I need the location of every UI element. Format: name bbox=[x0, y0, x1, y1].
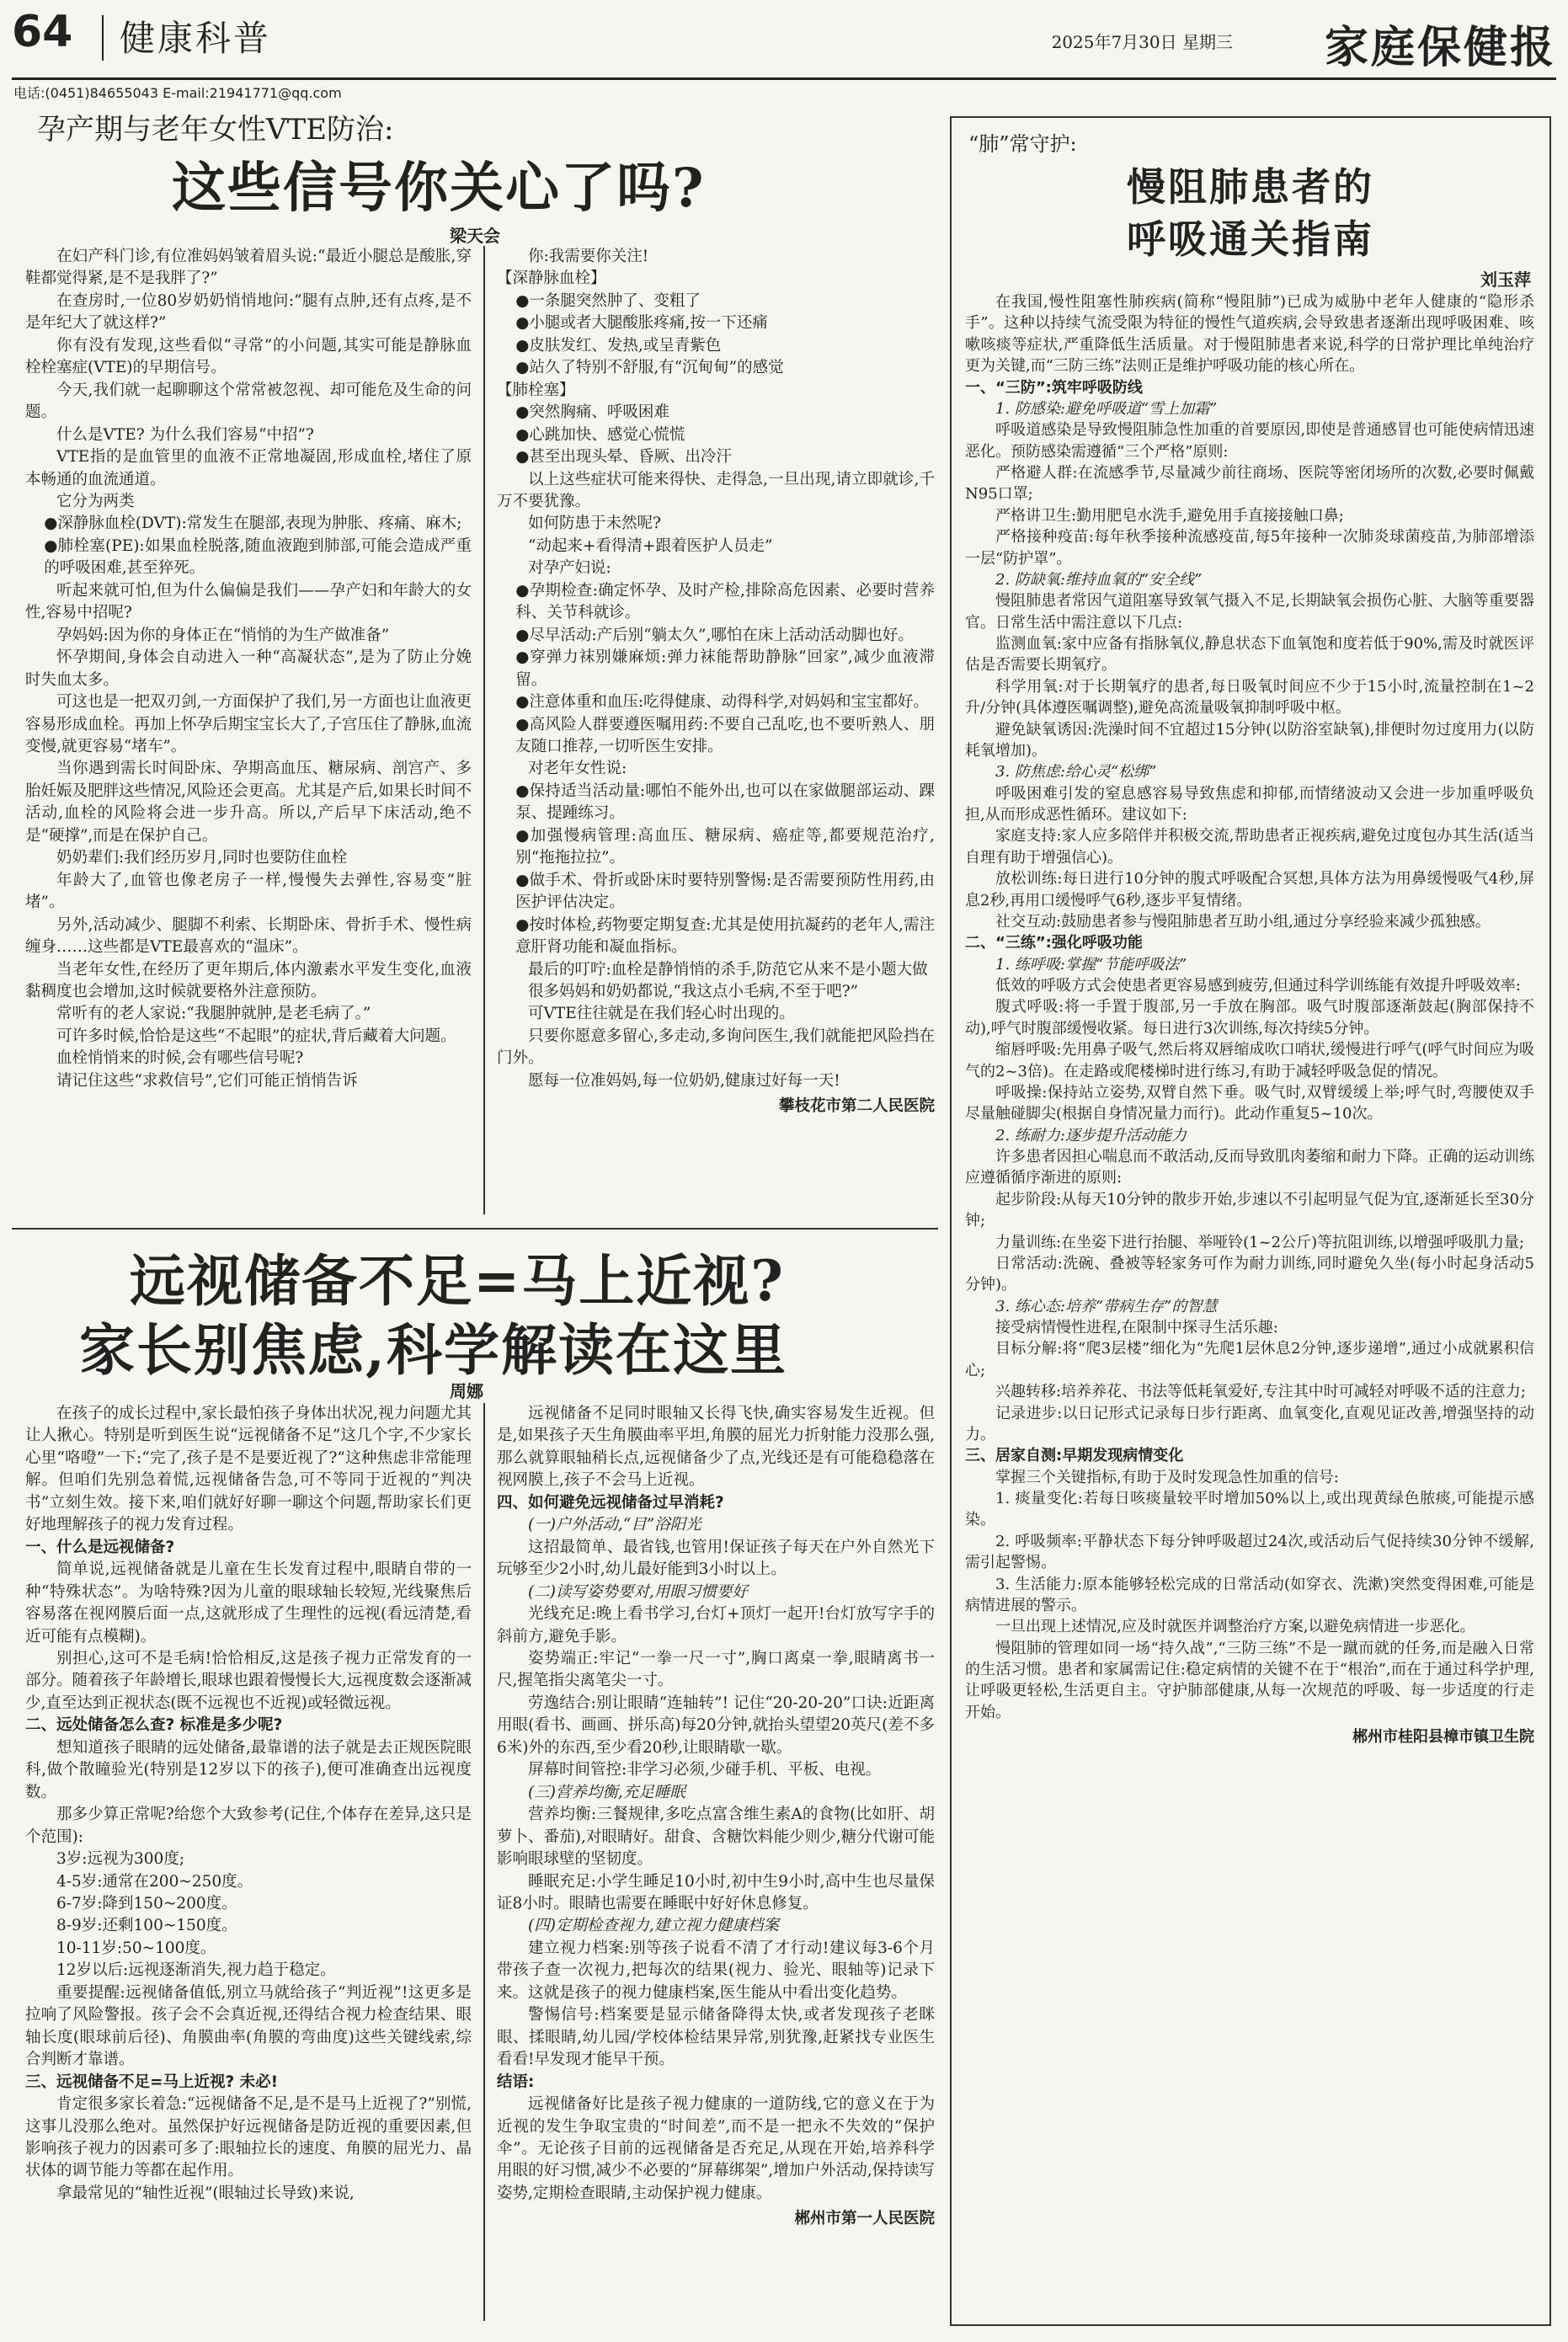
article-title: 这些信号你关心了吗? bbox=[172, 157, 706, 220]
paragraph: ●心跳加快、感觉心慌慌 bbox=[515, 425, 685, 444]
paragraph: 今天,我们就一起聊聊这个常常被忽视、却可能危及生命的问题。 bbox=[25, 381, 472, 422]
article-author: 梁天会 bbox=[450, 226, 500, 246]
paragraph: ●深静脉血栓(DVT):常发生在腿部,表现为肿胀、疼痛、麻木; bbox=[44, 515, 462, 533]
paragraph: 1. 痰量变化:若每日咳痰量较平时增加50%以上,或出现黄绿色脓痰,可能提示感染。 bbox=[965, 1490, 1534, 1529]
paragraph: 以上这些症状可能来得快、走得急,一旦出现,请立即就诊,千万不要犹豫。 bbox=[497, 470, 935, 510]
paragraph: 建立视力档案:别等孩子说看不清了才行动!建议每3-6个月带孩子查一次视力,把每次的结果(视力、验光、眼轴等)记录下来。这就是孩子的视力健康档案,医生能从中看出变化趋势。 bbox=[497, 1939, 935, 2002]
paragraph: 【肺栓塞】 bbox=[497, 381, 575, 399]
article-column-2 bbox=[497, 1403, 935, 2231]
column-body bbox=[965, 291, 1534, 1723]
paragraph: “动起来+看得清+跟着医护人员走” bbox=[528, 536, 773, 555]
article-column-1 bbox=[25, 246, 472, 1092]
page-number: 64 bbox=[12, 7, 73, 57]
paragraph: 3. 生活能力:原本能够轻松完成的日常活动(如穿衣、洗漱)突然变得困难,可能是病情进展的警示。 bbox=[965, 1575, 1534, 1614]
paragraph: 营养均衡:三餐规律,多吃点富含维生素A的食物(比如肝、胡萝卜、番茄),对眼睛好。甜食、含糖饮料能少则少,糖分代谢可能影响眼球壁的坚韧度。 bbox=[497, 1806, 935, 1869]
paragraph: 许多患者因担心喘息而不敢活动,反而导致肌肉萎缩和耐力下降。正确的运动训练应遵循循序渐进的原则: bbox=[965, 1148, 1534, 1187]
paragraph: 在查房时,一位80岁奶奶悄悄地问:“腿有点肿,还有点疼,是不是年纪大了就这样?” bbox=[25, 291, 472, 333]
paragraph: 年龄大了,血管也像老房子一样,慢慢失去弹性,容易变“脏堵”。 bbox=[25, 871, 472, 912]
paragraph: 简单说,远视储备就是儿童在生长发育过程中,眼睛自带的一种“特殊状态”。为啥特殊?因为儿童的眼球轴长较短,光线聚焦后容易落在视网膜后面一点,这就形成了生理性的远视(看远清楚,看近可能有点模糊)。 bbox=[25, 1560, 472, 1646]
paragraph: ●皮肤发红、发热,或呈青紫色 bbox=[515, 336, 722, 355]
paragraph: 警惕信号:档案要是显示储备降得太快,或者发现孩子老眯眼、揉眼睛,幼儿园/学校体检结果异常,别犹豫,赶紧找专业医生看看!早发现才能早干预。 bbox=[497, 2006, 935, 2069]
column-body bbox=[497, 1403, 935, 2205]
column-body bbox=[25, 1403, 472, 2205]
paragraph: 血栓悄悄来的时候,会有哪些信号呢? bbox=[56, 1049, 304, 1068]
paragraph: 对老年女性说: bbox=[528, 760, 627, 778]
paragraph: 避免缺氧诱因:洗澡时间不宜超过15分钟(以防浴室缺氧),排便时勿过度用力(以防耗氧增加)。 bbox=[965, 720, 1534, 760]
article-title-line1: 远视储备不足=马上近视? bbox=[130, 1248, 785, 1314]
article-title-line1: 慢阻肺患者的 bbox=[1127, 164, 1374, 210]
paragraph: 严格接种疫苗:每年秋季接种流感疫苗,每5年接种一次肺炎球菌疫苗,为肺部增添一层“防护罩”。 bbox=[965, 528, 1534, 568]
paragraph: 低效的呼吸方式会使患者更容易感到疲劳,但通过科学训练能有效提升呼吸效率: bbox=[995, 977, 1521, 995]
paragraph: 拿最常见的“轴性近视”(眼轴过长导致)来说, bbox=[56, 2184, 355, 2202]
paragraph: ●做手术、骨折或卧床时要特别警惕:是否需要预防性用药,由医护评估决定。 bbox=[515, 871, 935, 912]
article-source: 郴州市第一人民医院 bbox=[794, 2210, 935, 2228]
issue-date: 2025年7月30日 星期三 bbox=[1051, 32, 1233, 52]
paragraph: 只要你愿意多留心,多走动,多询问医生,我们就能把风险挡在门外。 bbox=[497, 1027, 935, 1068]
paragraph: 呼吸困难引发的窒息感容易导致焦虑和抑郁,而情绪波动又会进一步加重呼吸负担,从而形成恶性循环。建议如下: bbox=[965, 784, 1534, 824]
paragraph: 劳逸结合:别让眼睛“连轴转”! 记住“20-20-20”口诀:近距离用眼(看书、画画、拼乐高)每20分钟,就抬头望望20英尺(差不多6米)外的东西,至少看20秒,让眼睛歇一歇。 bbox=[497, 1694, 935, 1757]
paragraph: ●保持适当活动量:哪怕不能外出,也可以在家做腿部运动、踝泵、提踵练习。 bbox=[515, 782, 935, 823]
paragraph: 远视储备不足同时眼轴又长得飞快,确实容易发生近视。但是,如果孩子天生角膜曲率平坦,角膜的屈光力折射能力没那么强,那么就算眼轴稍长点,远视储备少了点,光线还是有可能稳稳落在视网膜上,孩子不会马上近视。 bbox=[497, 1405, 935, 1490]
paragraph: 你有没有发现,这些看似“寻常”的小问题,其实可能是静脉血栓栓塞症(VTE)的早期信号。 bbox=[25, 336, 472, 377]
paragraph: 3. 练心态:培养“带病生存”的智慧 bbox=[995, 1297, 1218, 1315]
column-divider bbox=[483, 246, 485, 1214]
paragraph: 一、什么是远视储备? bbox=[25, 1538, 175, 1556]
paragraph: 可这也是一把双刃剑,一方面保护了我们,另一方面也让血液更容易形成血栓。再加上怀孕后期宝宝长大了,子宫压住了静脉,血流变慢,就更容易“堵车”。 bbox=[25, 693, 472, 755]
article-hyperopia bbox=[12, 1235, 938, 2329]
paragraph: 在妇产科门诊,有位准妈妈皱着眉头说:“最近小腿总是酸胀,穿鞋都觉得紧,是不是我胖了?” bbox=[25, 248, 472, 288]
paragraph: 监测血氧:家中应备有指脉氧仪,静息状态下血氧饱和度若低于90%,需及时就医评估是否需要长期氧疗。 bbox=[965, 635, 1534, 675]
paragraph: 6-7岁:降到150~200度。 bbox=[56, 1894, 237, 1913]
paragraph: 兴趣转移:培养养花、书法等低耗氧爱好,专注其中时可减轻对呼吸不适的注意力; bbox=[995, 1383, 1526, 1401]
paragraph: 腹式呼吸:将一手置于腹部,另一手放在胸部。吸气时腹部逐渐鼓起(胸部保持不动),呼气时腹部缓慢收紧。每日进行3次训练,每次持续5分钟。 bbox=[965, 998, 1534, 1038]
paragraph: 一、“三防”:筑牢呼吸防线 bbox=[965, 378, 1143, 397]
paragraph: (三)营养均衡,充足睡眠 bbox=[528, 1783, 685, 1801]
paragraph: 当老年女性,在经历了更年期后,体内激素水平发生变化,血液黏稠度也会增加,这时候就要格外注意预防。 bbox=[25, 960, 472, 1000]
paragraph: 很多妈妈和奶奶都说,“我这点小毛病,不至于吧?” bbox=[528, 982, 859, 1000]
paragraph: 2. 防缺氧:维持血氧的“安全线” bbox=[995, 570, 1203, 589]
article-author: 刘玉萍 bbox=[1480, 269, 1531, 290]
paragraph: ●加强慢病管理:高血压、糖尿病、癌症等,都要规范治疗,别“拖拖拉拉”。 bbox=[515, 826, 935, 867]
paragraph: 2. 呼吸频率:平静状态下每分钟呼吸超过24次,或活动后气促持续30分钟不缓解,需引起警惕。 bbox=[965, 1532, 1534, 1572]
paragraph: 1. 防感染:避免呼吸道“雪上加霜” bbox=[995, 399, 1218, 418]
article-vte bbox=[12, 104, 938, 1216]
contact-line: 电话:(0451)84655043 E-mail:21941771@qq.com bbox=[13, 85, 342, 101]
column-body bbox=[497, 246, 935, 1092]
paragraph: 在我国,慢性阻塞性肺疾病(简称“慢阻肺”)已成为威胁中老年人健康的“隐形杀手”。这种以持续气流受限为特征的慢性气道疾病,会导致患者逐渐出现呼吸困难、咳嗽咳痰等症状,严重降低生活质量。对于慢阻肺患者来说,科学的日常护理比单纯治疗更为关键,而“三防三练”法则正是维护呼吸功能的核心所在。 bbox=[965, 293, 1534, 376]
paragraph: 它分为两类 bbox=[56, 492, 135, 510]
paragraph: 掌握三个关键指标,有助于及时发现急性加重的信号: bbox=[995, 1468, 1339, 1486]
paragraph: 别担心,这可不是毛病!恰恰相反,这是孩子视力正常发育的一部分。随着孩子年龄增长,眼球也跟着慢慢长大,远视度数会逐渐减少,直至达到正视状态(既不远视也不近视)或轻微远视。 bbox=[25, 1649, 472, 1712]
article-divider bbox=[12, 1228, 938, 1230]
page-header bbox=[12, 7, 1556, 79]
paragraph: 科学用氧:对于长期氧疗的患者,每日吸氧时间应不少于15小时,流量控制在1~2升/分钟(具体遵医嘱调整),避免高流量吸氧抑制呼吸中枢。 bbox=[965, 677, 1534, 718]
column-divider bbox=[483, 1403, 485, 2321]
paragraph: 接受病情慢性进程,在限制中探寻生活乐趣: bbox=[995, 1319, 1278, 1336]
paragraph: 怀孕期间,身体会自动进入一种“高凝状态”,是为了防止分娩时失血太多。 bbox=[25, 648, 472, 689]
paragraph: 睡眠充足:小学生睡足10小时,初中生9小时,高中生也尽量保证8小时。眼睛也需要在睡眠中好好休息修复。 bbox=[497, 1872, 935, 1913]
paragraph: 力量训练:在坐姿下进行抬腿、举哑铃(1~2公斤)等抗阻训练,以增强呼吸肌力量; bbox=[995, 1233, 1524, 1251]
paragraph: 日常活动:洗碗、叠被等轻家务可作为耐力训练,同时避免久坐(每小时起身活动5分钟)。 bbox=[965, 1254, 1534, 1294]
article-kicker: 孕产期与老年女性VTE防治: bbox=[37, 113, 394, 147]
paragraph: 3岁:远视为300度; bbox=[56, 1850, 185, 1869]
paragraph: 愿每一位准妈妈,每一位奶奶,健康过好每一天! bbox=[528, 1071, 840, 1090]
paragraph: 目标分解:将“爬3层楼”细化为“先爬1层休息2分钟,逐步递增”,通过小成就累积信心; bbox=[965, 1340, 1534, 1379]
article-body bbox=[965, 291, 1534, 1748]
paragraph: 对孕产妇说: bbox=[528, 559, 611, 578]
paragraph: 在孩子的成长过程中,家长最怕孩子身体出状况,视力问题尤其让人揪心。特别是听到医生说“远视储备不足”这几个字,不少家长心里“咯噔”一下:“完了,孩子是不是要近视了?”这种焦虑非常能理解。但咱们先别急着慌,远视储备告急,可不等同于近视的“判决书”立刻生效。接下来,咱们就好好聊一聊这个问题,帮助家长们更好地理解孩子的视力发育过程。 bbox=[25, 1405, 472, 1534]
paragraph: ●孕期检查:确定怀孕、及时产检,排除高危因素、必要时营养科、关节科就诊。 bbox=[515, 581, 935, 622]
paragraph: ●按时体检,药物要定期复查:尤其是使用抗凝药的老年人,需注意肝肾功能和凝血指标。 bbox=[515, 915, 935, 957]
paragraph: 重要提醒:远视储备值低,别立马就给孩子“判近视”!这更多是拉响了风险警报。孩子会不会真近视,还得结合视力检查结果、眼轴长度(眼球前后径)、角膜曲率(角膜的弯曲度)这些关键线索,综合判断才靠谱。 bbox=[25, 1983, 472, 2069]
paragraph: 一旦出现上述情况,应及时就医并调整治疗方案,以避免病情进一步恶化。 bbox=[995, 1618, 1475, 1636]
paragraph: 想知道孩子眼睛的远处储备,最靠谱的法子就是去正规医院眼科,做个散瞳验光(特别是12岁以下的孩子),便可准确查出远视度数。 bbox=[25, 1738, 472, 1801]
section-title: 健康科普 bbox=[120, 18, 272, 59]
paragraph: 2. 练耐力:逐步提升活动能力 bbox=[995, 1126, 1187, 1144]
paragraph: 你:我需要你关注! bbox=[528, 248, 649, 265]
paragraph: ●甚至出现头晕、昏厥、出冷汗 bbox=[515, 448, 732, 467]
paragraph: 8-9岁:还剩100~150度。 bbox=[56, 1917, 237, 1935]
paragraph: 记录进步:以日记形式记录每日步行距离、血氧变化,直观见证改善,增强坚持的动力。 bbox=[965, 1404, 1534, 1443]
paragraph: 放松训练:每日进行10分钟的腹式呼吸配合冥想,具体方法为用鼻缓慢吸气4秒,屏息2秒,再用口缓慢呼气6秒,逐步平复情绪。 bbox=[965, 870, 1534, 910]
paragraph: 呼吸操:保持站立姿势,双臂自然下垂。吸气时,双臂缓缓上举;呼气时,弯腰使双手尽量触碰脚尖(根据自身情况量力而行)。此动作重复5~10次。 bbox=[965, 1083, 1534, 1123]
paragraph: 慢阻肺患者常因气道阻塞导致氧气摄入不足,长期缺氧会损伤心脏、大脑等重要器官。日常生活中需注意以下几点: bbox=[965, 592, 1534, 632]
article-copd bbox=[950, 116, 1551, 2326]
paragraph: 12岁以后:远视逐渐消失,视力趋于稳定。 bbox=[56, 1961, 336, 1980]
paragraph: 孕妈妈:因为你的身体正在“悄悄的为生产做准备” bbox=[56, 626, 390, 644]
paragraph: 三、远视储备不足=马上近视? 未必! bbox=[25, 2073, 279, 2091]
paragraph: ●一条腿突然肿了、变粗了 bbox=[515, 291, 701, 310]
paragraph: (二)读写姿势要对,用眼习惯要好 bbox=[528, 1582, 748, 1601]
header-divider bbox=[102, 15, 104, 61]
article-source: 攀枝花市第二人民医院 bbox=[778, 1097, 935, 1116]
paragraph: 当你遇到需长时间卧床、孕期高血压、糖尿病、剖宫产、多胎妊娠及肥胖这些情况,风险还会更高。尤其是产后,如果长时间不活动,血栓的风险将会进一步升高。所以,产后早下床活动,绝不是“硬撑”,而是在保护自己。 bbox=[25, 760, 472, 845]
paragraph: 4-5岁:通常在200~250度。 bbox=[56, 1872, 253, 1891]
paragraph: 屏幕时间管控:非学习必须,少碰手机、平板、电视。 bbox=[528, 1761, 882, 1779]
paragraph: 起步阶段:从每天10分钟的散步开始,步速以不引起明显气促为宜,逐渐延长至30分钟; bbox=[965, 1190, 1534, 1230]
paragraph: 【深静脉血栓】 bbox=[497, 269, 606, 288]
paragraph: 社交互动:鼓励患者参与慢阻肺患者互助小组,通过分享经验来减少孤独感。 bbox=[995, 912, 1491, 931]
paragraph: (四)定期检查视力,建立视力健康档案 bbox=[528, 1917, 779, 1935]
paragraph: 听起来就可怕,但为什么偏偏是我们——孕产妇和年龄大的女性,容易中招呢? bbox=[25, 581, 472, 622]
paragraph: 另外,活动减少、腿脚不利索、长期卧床、骨折手术、慢性病缠身……这些都是VTE最喜欢的“温床”。 bbox=[25, 915, 472, 957]
paragraph: 3. 防焦虑:给心灵“松绑” bbox=[995, 763, 1157, 782]
paragraph: 慢阻肺的管理如同一场“持久战”,“三防三练”不是一蹴而就的任务,而是融入日常的生活习惯。患者和家属需记住:稳定病情的关键不在于“根治”,而在于通过科学护理,让呼吸更轻松,生活更自主。守护肺部健康,从每一次规范的呼吸、每一步适度的行走开始。 bbox=[965, 1639, 1534, 1721]
paragraph: 可许多时候,恰恰是这些“不起眼”的症状,背后藏着大问题。 bbox=[56, 1027, 456, 1045]
paragraph: 姿势端正:牢记“一拳一尺一寸”,胸口离桌一拳,眼睛离书一尺,握笔指尖离笔尖一寸。 bbox=[497, 1649, 935, 1690]
article-column-1 bbox=[25, 1403, 472, 2205]
paragraph: 那多少算正常呢?给您个大致参考(记住,个体存在差异,这只是个范围): bbox=[25, 1806, 472, 1846]
paragraph: 常听有的老人家说:“我腿肿就肿,是老毛病了。” bbox=[56, 1005, 371, 1023]
paragraph: ●小腿或者大腿酸胀疼痛,按一下还痛 bbox=[515, 314, 768, 333]
newspaper-name: 家庭保健报 bbox=[1324, 22, 1556, 73]
paragraph: 四、如何避免远视储备过早消耗? bbox=[497, 1493, 724, 1512]
paragraph: 奶奶辈们:我们经历岁月,同时也要防住血栓 bbox=[56, 849, 348, 867]
paragraph: 什么是VTE? 为什么我们容易“中招”? bbox=[56, 425, 314, 444]
paragraph: 三、居家自测:早期发现病情变化 bbox=[965, 1447, 1184, 1465]
article-source: 郴州市桂阳县樟市镇卫生院 bbox=[1352, 1728, 1534, 1747]
article-author: 周娜 bbox=[450, 1381, 483, 1401]
paragraph: 肯定很多家长着急:“远视储备不足,是不是马上近视了?”别慌,这事儿没那么绝对。虽然保护好远视储备是防近视的重要因素,但影响孩子视力的因素可多了:眼轴拉长的速度、角膜的屈光力、晶状体的调节能力等都在起作用。 bbox=[25, 2095, 472, 2180]
paragraph: 严格讲卫生:勤用肥皂水洗手,避免用手直接接触口鼻; bbox=[995, 506, 1344, 525]
article-title-line2: 呼吸通关指南 bbox=[1127, 216, 1374, 262]
paragraph: 可VTE往往就是在我们轻心时出现的。 bbox=[528, 1005, 795, 1023]
paragraph: VTE指的是血管里的血液不正常地凝固,形成血栓,堵住了原本畅通的血流通道。 bbox=[25, 448, 472, 488]
paragraph: 二、远处储备怎么查? 标准是多少呢? bbox=[25, 1716, 283, 1735]
paragraph: 家庭支持:家人应多陪伴并积极交流,帮助患者正视疾病,避免过度包办其生活(适当自理有助于增强信心)。 bbox=[965, 827, 1534, 867]
paragraph: ●高风险人群要遵医嘱用药:不要自己乱吃,也不要听熟人、朋友随口推荐,一切听医生安排。 bbox=[515, 715, 935, 755]
paragraph: 光线充足:晚上看书学习,台灯+顶灯一起开!台灯放写字手的斜前方,避免手影。 bbox=[497, 1605, 935, 1646]
paragraph: (一)户外活动,“目”浴阳光 bbox=[528, 1516, 701, 1534]
paragraph: 最后的叮咛:血栓是静悄悄的杀手,防范它从来不是小题大做 bbox=[528, 960, 928, 979]
paragraph: 结语: bbox=[497, 2073, 535, 2091]
paragraph: 这招最简单、最省钱,也管用!保证孩子每天在户外自然光下玩够至少2小时,幼儿最好能到3小时以上。 bbox=[497, 1538, 935, 1579]
paragraph: ●尽早活动:产后别“躺太久”,哪怕在床上活动活动脚也好。 bbox=[515, 626, 914, 644]
paragraph: 远视储备好比是孩子视力健康的一道防线,它的意义在于为近视的发生争取宝贵的“时间差”,而不是一把永不失效的“保护伞”。无论孩子目前的远视储备是否充足,从现在开始,培养科学用眼的好习惯,减少不必要的“屏幕绑架”,增加户外活动,保持读写姿势,定期检查眼睛,主动保护视力健康。 bbox=[497, 2095, 935, 2202]
column-body bbox=[25, 246, 472, 1092]
paragraph: 严格避人群:在流感季节,尽量减少前往商场、医院等密闭场所的次数,必要时佩戴N95口罩; bbox=[965, 464, 1534, 504]
paragraph: 1. 练呼吸:掌握“节能呼吸法” bbox=[995, 955, 1187, 974]
paragraph: ●穿弹力袜别嫌麻烦:弹力袜能帮助静脉“回家”,减少血液滞留。 bbox=[515, 648, 935, 689]
article-title-line2: 家长别焦虑,科学解读在这里 bbox=[79, 1317, 787, 1383]
article-column-2 bbox=[497, 246, 935, 1118]
paragraph: 缩唇呼吸:先用鼻子吸气,然后将双唇缩成吹口哨状,缓慢进行呼气(呼气时间应为吸气的2~3倍)。在走路或爬楼梯时进行练习,有助于减轻呼吸急促的情况。 bbox=[965, 1041, 1534, 1080]
paragraph: 10-11岁:50~100度。 bbox=[56, 1939, 216, 1957]
paragraph: ●突然胸痛、呼吸困难 bbox=[515, 403, 669, 422]
paragraph: 二、“三练”:强化呼吸功能 bbox=[965, 934, 1143, 952]
paragraph: 呼吸道感染是导致慢阻肺急性加重的首要原因,即使是普通感冒也可能使病情迅速恶化。预防感染需遵循“三个严格”原则: bbox=[965, 421, 1534, 461]
header-rule bbox=[12, 77, 1556, 80]
paragraph: ●站久了特别不舒服,有“沉甸甸”的感觉 bbox=[515, 359, 784, 377]
paragraph: 如何防患于未然呢? bbox=[528, 515, 661, 533]
paragraph: 请记住这些“求救信号”,它们可能正悄悄告诉 bbox=[56, 1071, 358, 1090]
paragraph: ●肺栓塞(PE):如果血栓脱落,随血液跑到肺部,可能会造成严重的呼吸困难,甚至猝死。 bbox=[44, 536, 472, 578]
paragraph: ●注意体重和血压:吃得健康、动得科学,对妈妈和宝宝都好。 bbox=[515, 693, 929, 712]
article-kicker: “肺”常守护: bbox=[968, 132, 1077, 156]
